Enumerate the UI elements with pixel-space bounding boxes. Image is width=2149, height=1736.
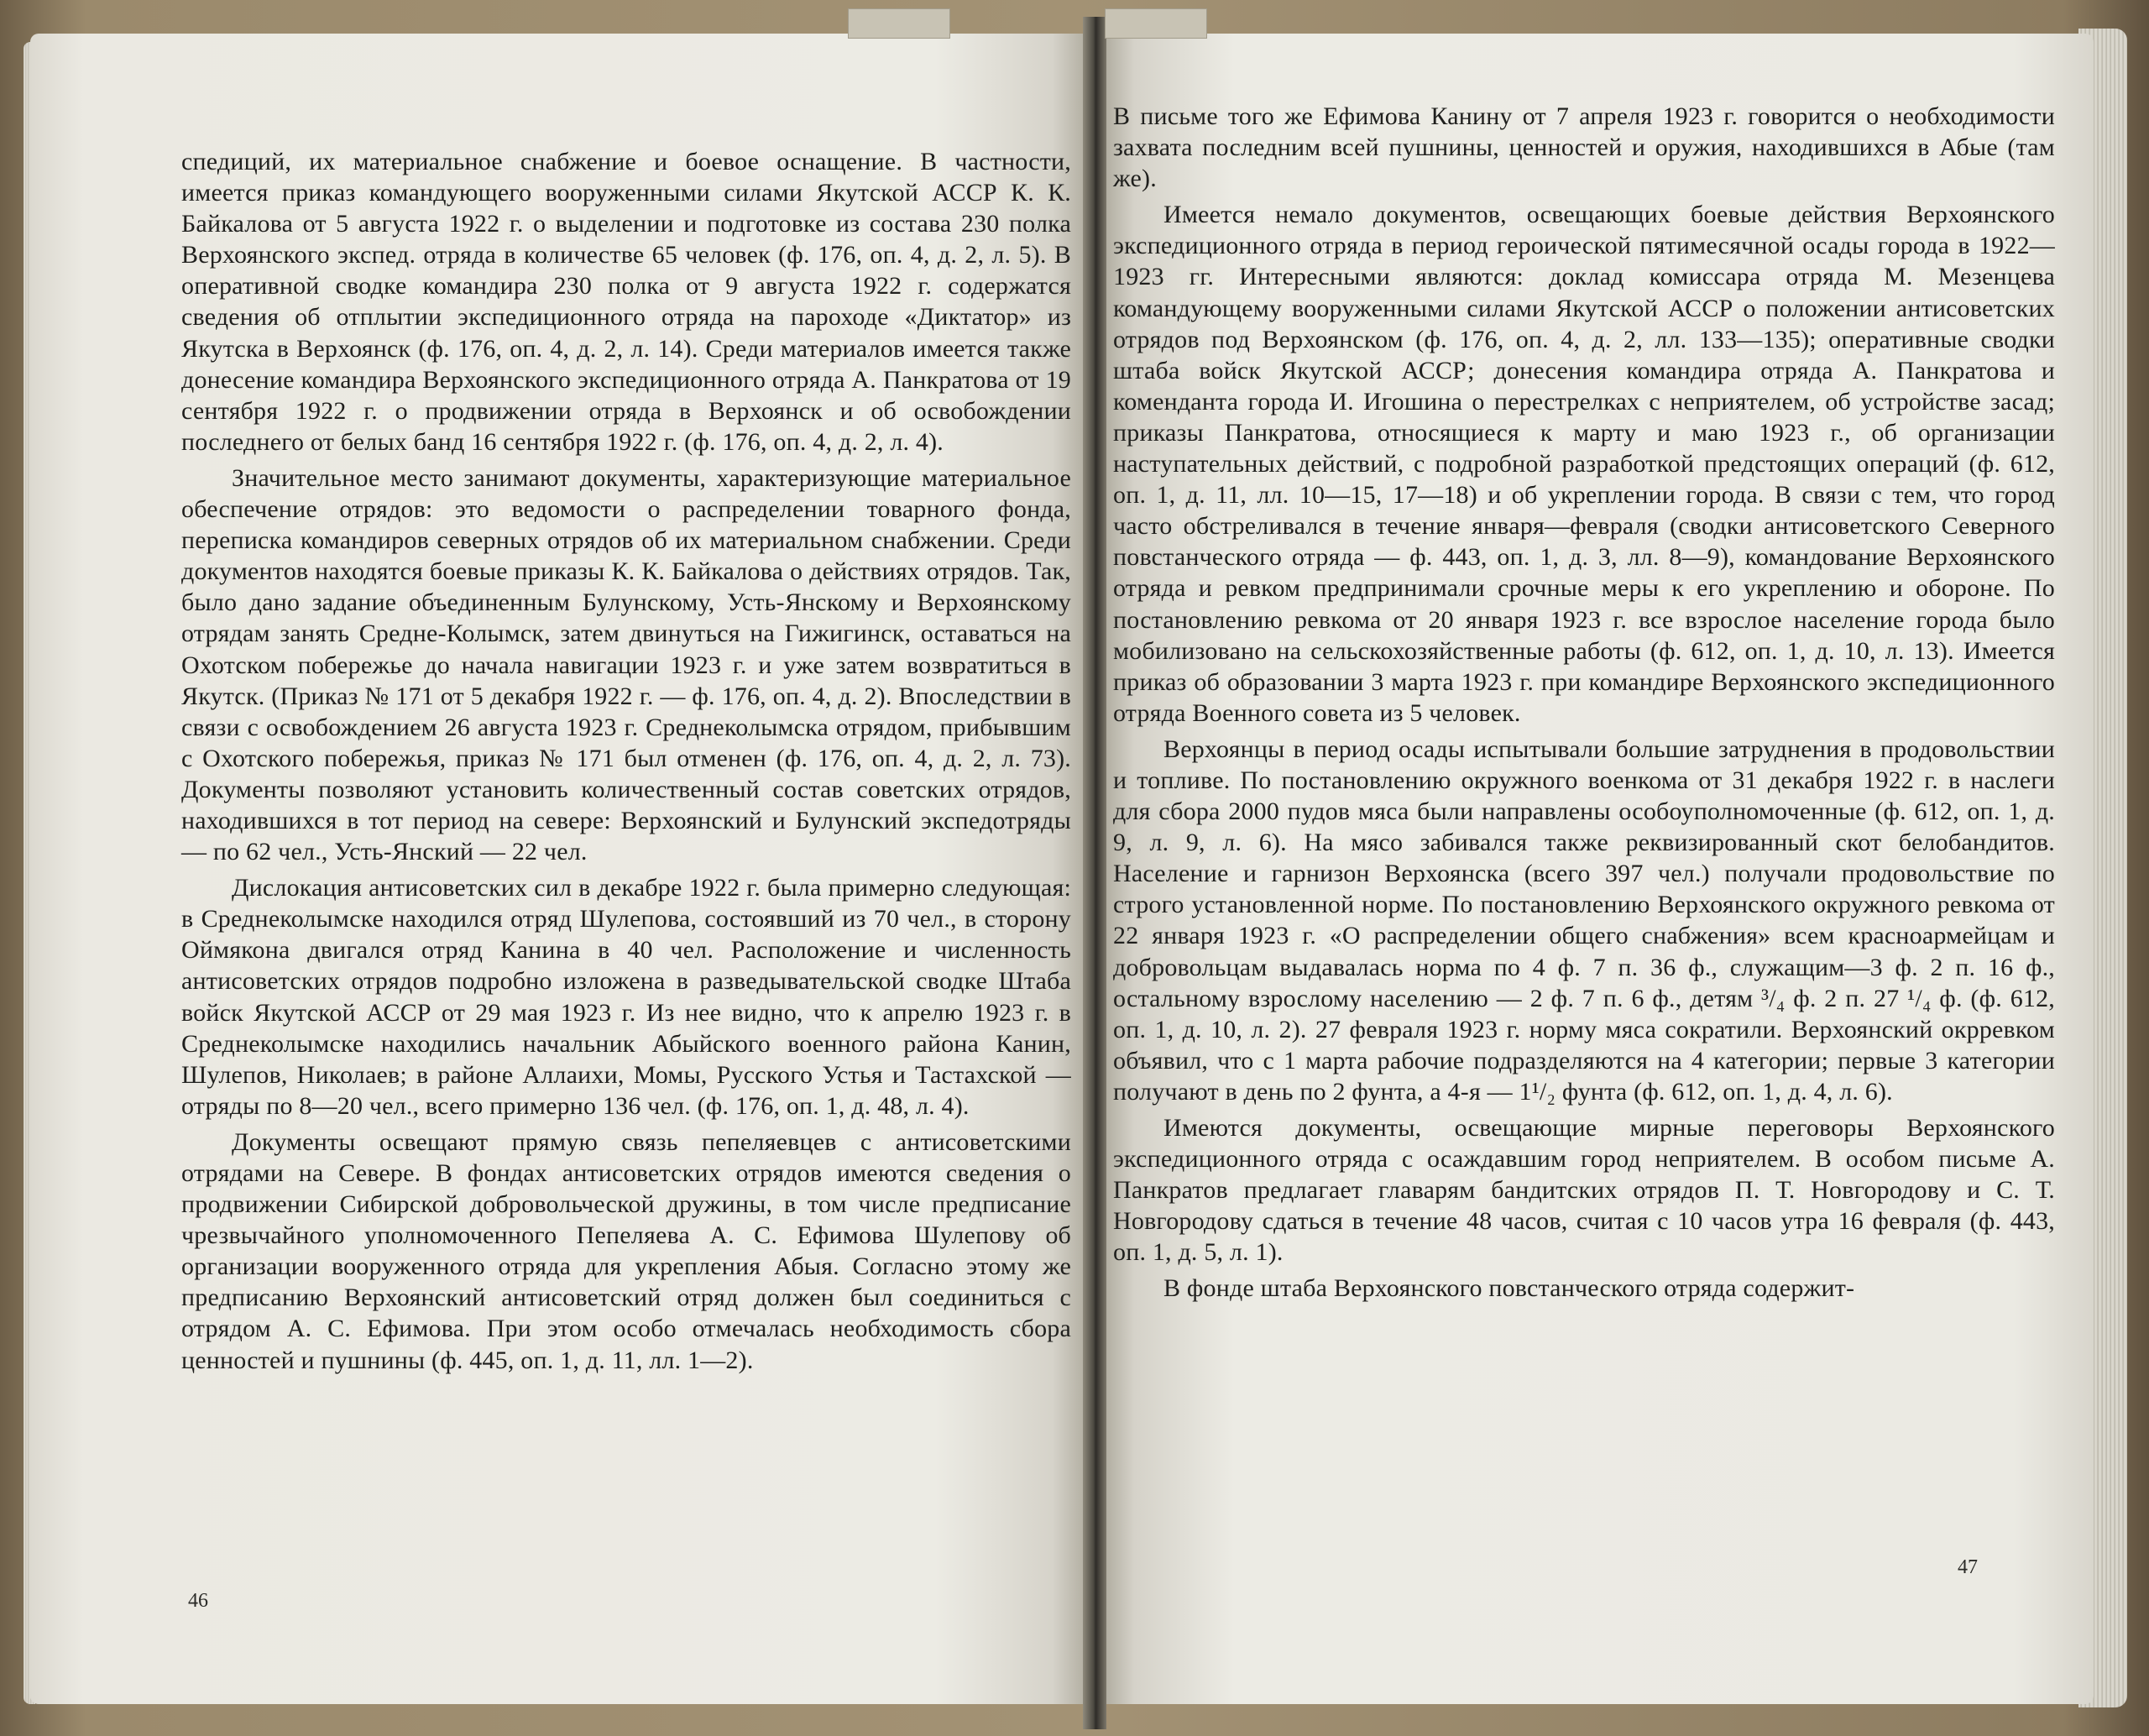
- right-page-number: 47: [1958, 1556, 1978, 1578]
- left-paragraph-4: Документы освещают прямую связь пепеляевцев с антисоветскими отрядами на Севере. В фондах антисоветских отрядов имеются сведения о продвижении Сибирской добровольческой дружины, в том числе предписание чрезвычайного уполномоченного Пепеляева А. С. Ефимова Шулепову об организации вооруженного отряда для укрепления Абыя. Согласно этому же предписанию Верхоянский антисоветский отряд должен был соединиться с отрядом А. С. Ефимова. При этом особо отмечалась необходимость сбора ценностей и пушнины (ф. 445, оп. 1, д. 11, лл. 1—2).: [181, 1127, 1071, 1374]
- right-page: [1095, 34, 2094, 1704]
- left-page-number: 46: [188, 1590, 208, 1612]
- spine-tab-left: [848, 8, 950, 39]
- spine-tab-right: [1105, 8, 1207, 39]
- book-gutter: [1083, 17, 1106, 1729]
- right-paragraph-1: В письме того же Ефимова Канину от 7 апреля 1923 г. говорится о необходимости захвата последним всей пушнины, ценностей и оружия, находившихся в Абые (там же).: [1113, 102, 2055, 193]
- right-paragraph-2: Имеется немало документов, освещающих боевые действия Верхоянского экспедиционного отряда в период героической пятимесячной осады города в 1922—1923 гг. Интересными являются: доклад комиссара отряда М. Мезенцева командующему вооруженными силами Якутской АССР о положении антисоветских отрядов под Верхоянском (ф. 176, оп. 4, д. 2, лл. 133—135); оперативные сводки штаба войск Якутской АССР; донесения командира отряда А. Панкратова и коменданта города И. Игошина о перестрелках с неприятелем, об устройстве засад; приказы Панкратова, относящиеся к марту и маю 1923 г., об организации наступательных действий, с подробной разработкой предстоящих операций (ф. 612, оп. 1, д. 11, лл. 10—15, 17—18) и об укреплении города. В связи с тем, что город часто обстреливался в течение января—февраля (сводки антисоветского Северного повстанческого отряда — ф. 443, оп. 1, д. 3, лл. 8—9), командование Верхоянского отряда и ревком предпринимали срочные меры к его укреплению и обороне. По постановлению ревкома от 20 января 1923 г. все взрослое население города было мобилизовано на сельскохозяйственные работы (ф. 612, оп. 1, д. 10, л. 13). Имеется приказ об образовании 3 марта 1923 г. при командире Верхоянского экспедиционного отряда Военного совета из 5 человек.: [1113, 201, 2055, 727]
- left-page: [30, 34, 1095, 1704]
- left-paragraph-1: спедиций, их материальное снабжение и боевое оснащение. В частности, имеется приказ командующего вооруженными силами Якутской АССР К. К. Байкалова от 5 августа 1922 г. о выделении и подготовке из состава 230 полка Верхоянского экспед. отряда в количестве 65 человек (ф. 176, оп. 4, д. 2, л. 5). В оперативной сводке командира 230 полка от 9 августа 1922 г. содержатся сведения об отплытии экспедиционного отряда на пароходе «Диктатор» из Якутска в Верхоянск (ф. 176, оп. 4, д. 2, л. 14). Среди материалов имеется также донесение командира Верхоянского экспедиционного отряда А. Панкратова от 19 сентября 1922 г. о продвижении отряда в Верхоянск и об освобождении последнего от белых банд 16 сентября 1922 г. (ф. 176, оп. 4, д. 2, л. 4).: [181, 148, 1071, 456]
- right-paragraph-5: В фонде штаба Верхоянского повстанческого отряда содержит-: [1163, 1274, 1855, 1303]
- right-page-text: [1113, 101, 2055, 1305]
- right-paragraph-4: Имеются документы, освещающие мирные переговоры Верхоянского экспедиционного отряда с осаждавшим город неприятелем. В особом письме А. Панкратов предлагает главарям бандитских отрядов П. Т. Новгородову и С. Т. Новгородову сдаться в течение 48 часов, считая с 10 часов утра 16 февраля (ф. 443, оп. 1, д. 5, л. 1).: [1113, 1114, 2055, 1267]
- left-paragraph-2: Значительное место занимают документы, характеризующие материальное обеспечение отрядов: это ведомости о распределении товарного фонда, переписка командиров северных отрядов об их материальном снабжении. Среди документов находятся боевые приказы К. К. Байкалова о действиях отрядов. Так, было дано задание объединенным Булунскому, Усть-Янскому и Верхоянскому отрядам занять Средне-Колымск, затем двинуться на Гижигинск, оставаться на Охотском побережье до начала навигации 1923 г. и уже затем возвратиться в Якутск. (Приказ № 171 от 5 декабря 1922 г. — ф. 176, оп. 4, д. 2). Впоследствии в связи с освобождением 26 августа 1923 г. Среднеколымска отрядом, прибывшим с Охотского побережья, приказ № 171 был отменен (ф. 176, оп. 4, д. 2, л. 73). Документы позволяют установить количественный состав советских отрядов, находившихся в тот период на севере: Верхоянский и Булунский экспедотряды — по 62 чел., Усть-Янский — 22 чел.: [181, 463, 1071, 866]
- right-paragraph-3: Верхоянцы в период осады испытывали большие затруднения в продовольствии и топливе. По постановлению окружного военкома от 31 декабря 1922 г. в наслеги для сбора 2000 пудов мяса были направлены особоуполномоченные (ф. 612, оп. 1, д. 9, л. 9, л. 6). На мясо забивался также реквизированный скот белобандитов. Население и гарнизон Верхоянска (всего 397 чел.) получали продовольствие по строго установленной норме. По постановлению Верхоянского окружного ревкома от 22 января 1923 г. «О распределении общего снабжения» всем красноармейцам и добровольцам выдавалась норма по 4 ф. 7 п. 36 ф., служащим—3 ф. 2 п. 16 ф., остальному взрослому населению — 2 ф. 7 п. 6 ф., детям ³/₄ ф. 2 п. 27 ¹/₄ ф. (ф. 612, оп. 1, д. 10, л. 2). 27 февраля 1923 г. норму мяса сократили. Верхоянский окрревком объявил, что с 1 марта рабочие подразделяются на 4 категории; первые 3 категории получают в день по 2 фунта, а 4-я — 1¹/₂ фунта (ф. 612, оп. 1, д. 4, л. 6).: [1113, 735, 2055, 1106]
- left-paragraph-3: Дислокация антисоветских сил в декабре 1922 г. была примерно следующая: в Среднеколымске находился отряд Шулепова, состоявший из 70 чел., в сторону Оймякона двигался отряд Канина в 40 чел. Расположение и численность антисоветских отрядов подробно изложена в разведывательской сводке Штаба войск Якутской АССР от 29 мая 1923 г. Из нее видно, что к апрелю 1923 г. в Среднеколымске находились начальник Абыйского военного района Канин, Шулепов, Николаев; в районе Аллаихи, Момы, Русского Устья и Тастахской — отряды по 8—20 чел., всего примерно 136 чел. (ф. 176, оп. 1, д. 48, л. 4).: [181, 874, 1071, 1120]
- left-page-text: [181, 146, 1071, 1376]
